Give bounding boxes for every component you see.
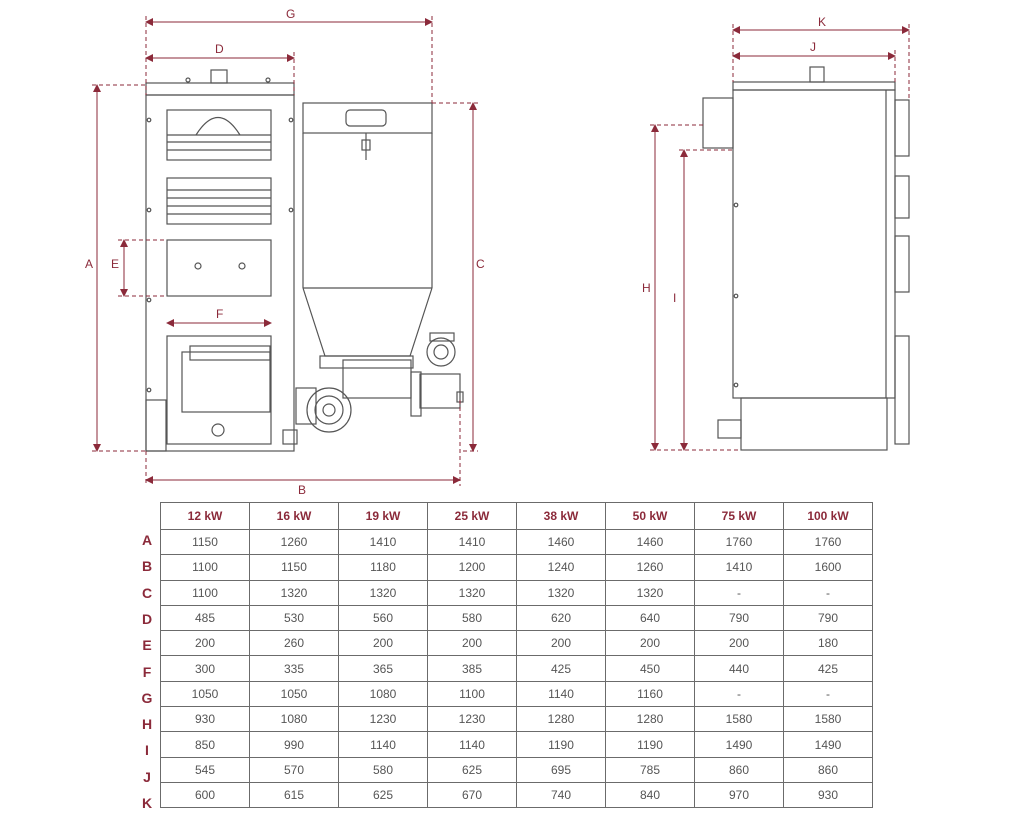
side-body (733, 90, 895, 398)
table-cell: 200 (339, 631, 428, 656)
table-cell: 1260 (250, 530, 339, 555)
table-row (161, 681, 873, 706)
table-cell: 1580 (784, 707, 873, 732)
table-cell: 670 (428, 782, 517, 807)
dim-label-g: G (286, 7, 296, 21)
table-cell: 180 (784, 631, 873, 656)
table-cell: 1410 (695, 555, 784, 580)
table-cell: 440 (695, 656, 784, 681)
table-cell: 1100 (428, 681, 517, 706)
table-row (161, 707, 873, 732)
table-cell: 200 (606, 631, 695, 656)
row-label: J (143, 768, 151, 785)
table-cell: 860 (784, 757, 873, 782)
table-cell: 365 (339, 656, 428, 681)
motor (427, 338, 455, 366)
table-cell: 1280 (606, 707, 695, 732)
column-header: 100 kW (784, 503, 873, 530)
boiler-body (146, 95, 294, 451)
side-dimensions (650, 24, 909, 450)
table-cell: 335 (250, 656, 339, 681)
table-cell: 200 (428, 631, 517, 656)
table-cell: 260 (250, 631, 339, 656)
column-header: 25 kW (428, 503, 517, 530)
table-cell: 1140 (517, 681, 606, 706)
table-cell: 1080 (250, 707, 339, 732)
table-cell: 560 (339, 605, 428, 630)
row-label: B (141, 558, 153, 575)
table-cell: 580 (339, 757, 428, 782)
table-cell: 485 (161, 605, 250, 630)
table-cell: 1490 (695, 732, 784, 757)
table-cell: 1460 (517, 530, 606, 555)
table-cell: 860 (695, 757, 784, 782)
table-cell: 1190 (606, 732, 695, 757)
dim-label-e: E (111, 257, 120, 271)
dim-label-d: D (215, 42, 224, 56)
table-cell: 1230 (428, 707, 517, 732)
table-cell: 1190 (517, 732, 606, 757)
table-row (161, 732, 873, 757)
row-label: D (141, 610, 153, 627)
table-cell: 385 (428, 656, 517, 681)
table-cell: 840 (606, 782, 695, 807)
dim-label-f: F (216, 307, 224, 321)
table-row (161, 782, 873, 807)
table-row (161, 605, 873, 630)
row-label: I (145, 742, 149, 759)
dim-label-c: C (476, 257, 485, 271)
table-cell: 1760 (695, 530, 784, 555)
table-cell: 1160 (606, 681, 695, 706)
column-header: 16 kW (250, 503, 339, 530)
table-cell: 740 (517, 782, 606, 807)
louver-panel (167, 178, 271, 224)
table-cell: 1140 (339, 732, 428, 757)
table-cell: 1320 (339, 580, 428, 605)
row-label: A (141, 532, 153, 548)
dim-label-b: B (298, 483, 307, 497)
burner-fan (307, 388, 351, 432)
table-cell: - (784, 681, 873, 706)
table-cell: 1200 (428, 555, 517, 580)
table-cell: 1180 (339, 555, 428, 580)
table-cell: 200 (695, 631, 784, 656)
table-cell: 1320 (517, 580, 606, 605)
table-cell: 990 (250, 732, 339, 757)
table-cell: 850 (161, 732, 250, 757)
row-label: C (141, 584, 153, 601)
side-view (703, 67, 909, 450)
table-cell: 530 (250, 605, 339, 630)
table-cell: 1240 (517, 555, 606, 580)
table-cell: 930 (161, 707, 250, 732)
table-cell: 1280 (517, 707, 606, 732)
column-header: 50 kW (606, 503, 695, 530)
table-cell: 625 (339, 782, 428, 807)
table-row (161, 580, 873, 605)
dim-label-a: A (85, 257, 94, 271)
table-cell: 425 (784, 656, 873, 681)
table-row (161, 555, 873, 580)
table-cell: 1760 (784, 530, 873, 555)
table-cell: 1320 (250, 580, 339, 605)
table-cell: 545 (161, 757, 250, 782)
table-cell: 1490 (784, 732, 873, 757)
flue-outlet (703, 98, 733, 148)
table-cell: 580 (428, 605, 517, 630)
table-cell: 1050 (161, 681, 250, 706)
column-header: 38 kW (517, 503, 606, 530)
row-label: G (141, 689, 153, 706)
table-row (161, 631, 873, 656)
table-cell: 790 (695, 605, 784, 630)
table-cell: 1410 (339, 530, 428, 555)
table-row (161, 656, 873, 681)
table-cell: 970 (695, 782, 784, 807)
table-cell: 1100 (161, 555, 250, 580)
table-row (161, 757, 873, 782)
middle-door (167, 240, 271, 296)
table-cell: 1150 (250, 555, 339, 580)
table-cell: 785 (606, 757, 695, 782)
table-cell: 1320 (428, 580, 517, 605)
column-header: 75 kW (695, 503, 784, 530)
table-cell: 640 (606, 605, 695, 630)
table-cell: 1580 (695, 707, 784, 732)
row-label: H (141, 716, 153, 733)
front-view (146, 70, 463, 451)
table-cell: 1150 (161, 530, 250, 555)
table-cell: - (695, 580, 784, 605)
table-cell: 1230 (339, 707, 428, 732)
table-cell: 600 (161, 782, 250, 807)
dim-label-k: K (818, 15, 827, 29)
table-cell: 1080 (339, 681, 428, 706)
table-cell: 1050 (250, 681, 339, 706)
table-cell: 1410 (428, 530, 517, 555)
table-cell: 1260 (606, 555, 695, 580)
table-cell: 625 (428, 757, 517, 782)
feeder-tube (343, 360, 411, 398)
table-cell: 1320 (606, 580, 695, 605)
table-cell: 930 (784, 782, 873, 807)
fuel-hopper (303, 103, 432, 133)
table-cell: 695 (517, 757, 606, 782)
table-cell: 570 (250, 757, 339, 782)
column-header: 12 kW (161, 503, 250, 530)
table-body (161, 530, 873, 808)
table-cell: 1600 (784, 555, 873, 580)
column-header: 19 kW (339, 503, 428, 530)
dimension-table (160, 502, 873, 808)
table-row (161, 530, 873, 555)
dim-label-i: I (673, 291, 677, 305)
dim-label-h: H (642, 281, 651, 295)
row-label: K (141, 795, 153, 811)
table-cell: 200 (161, 631, 250, 656)
table-cell: 615 (250, 782, 339, 807)
table-cell: 300 (161, 656, 250, 681)
table-cell: 620 (517, 605, 606, 630)
table-cell: 1460 (606, 530, 695, 555)
table-cell: 1100 (161, 580, 250, 605)
table-cell: - (784, 580, 873, 605)
row-label: F (142, 663, 152, 680)
table-cell: - (695, 681, 784, 706)
table-cell: 790 (784, 605, 873, 630)
table-cell: 1140 (428, 732, 517, 757)
table-cell: 200 (517, 631, 606, 656)
dim-label-j: J (810, 40, 816, 54)
table-header-row (161, 503, 873, 530)
table-cell: 450 (606, 656, 695, 681)
table-cell: 425 (517, 656, 606, 681)
row-label: E (142, 637, 152, 654)
